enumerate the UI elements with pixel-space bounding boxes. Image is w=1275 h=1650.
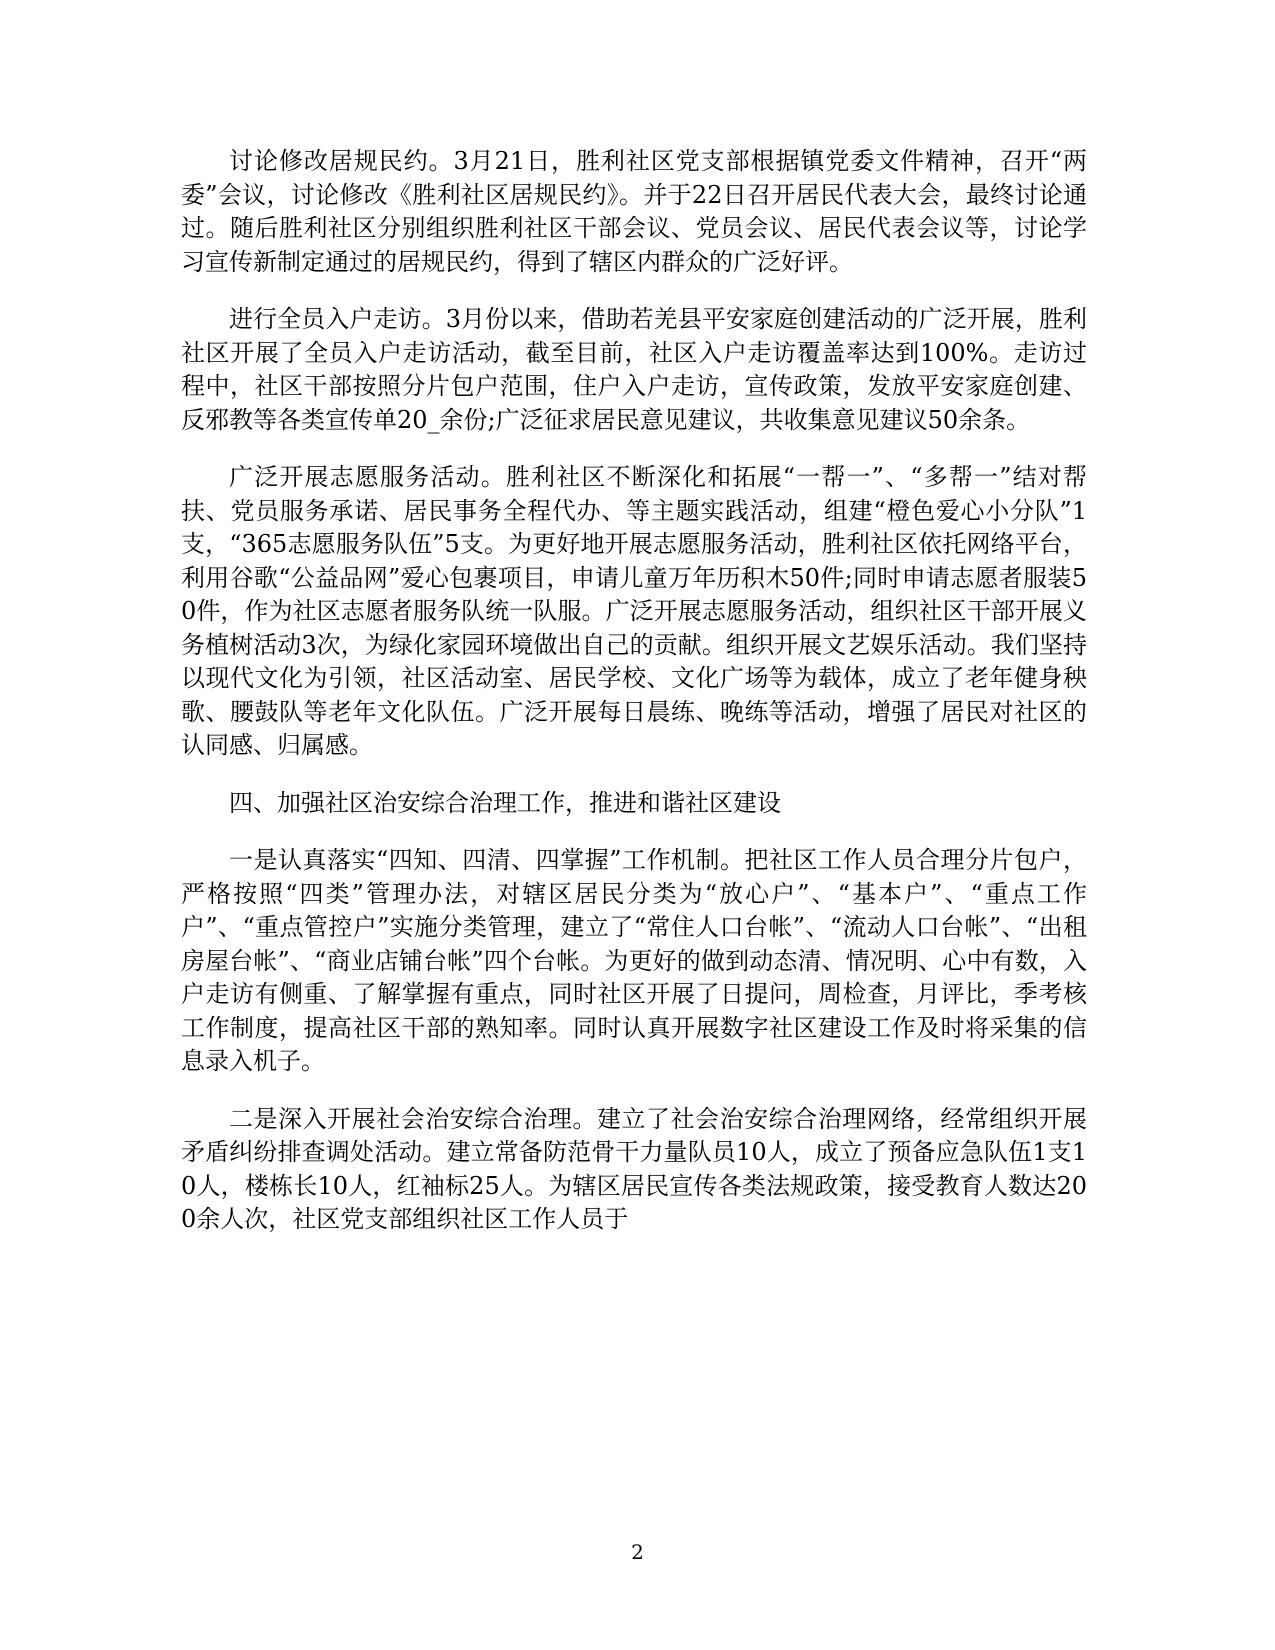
document-body — [181, 145, 1087, 1261]
paragraph-volunteer-services: 广泛开展志愿服务活动。胜利社区不断深化和拓展“一帮一”、“多帮一”结对帮扶、党员服务承诺、居民事务全程代办、等主题实践活动，组建“橙色爱心小分队”1支，“365志愿服务队伍”5支。为更好地开展志愿服务活动，胜利社区依托网络平台，利用谷歌“公益品网”爱心包裹项目，申请儿童万年历积木50件;同时申请志愿者服装50件，作为社区志愿者服务队统一队服。广泛开展志愿服务活动，组织社区干部开展义务植树活动3次，为绿化家园环境做出自己的贡献。组织开展文艺娱乐活动。我们坚持以现代文化为引领，社区活动室、居民学校、文化广场等为载体，成立了老年健身秧歌、腰鼓队等老年文化队伍。广泛开展每日晨练、晚练等活动，增强了居民对社区的认同感、归属感。 — [181, 463, 1087, 759]
paragraph-comprehensive-governance: 二是深入开展社会治安综合治理。建立了社会治安综合治理网络，经常组织开展矛盾纠纷排查调处活动。建立常备防范骨干力量队员10人，成立了预备应急队伍1支10人，楼栋长10人，红袖标25人。为辖区居民宣传各类法规政策，接受教育人数达200余人次，社区党支部组织社区工作人员于 — [181, 1104, 1087, 1233]
section-heading-public-security: 四、加强社区治安综合治理工作，推进和谐社区建设 — [229, 788, 781, 817]
page-number: 2 — [631, 1540, 644, 1564]
paragraph-revise-resident-rules: 讨论修改居规民约。3月21日，胜利社区党支部根据镇党委文件精神，召开“两委”会议，讨论修改《胜利社区居规民约》。并于22日召开居民代表大会，最终讨论通过。随后胜利社区分别组织胜利社区干部会议、党员会议、居民代表会议等，讨论学习宣传新制定通过的居规民约，得到了辖区内群众的广泛好评。 — [181, 147, 1087, 276]
paragraph-household-visits: 进行全员入户走访。3月份以来，借助若羌县平安家庭创建活动的广泛开展，胜利社区开展了全员入户走访活动，截至目前，社区入户走访覆盖率达到100%。走访过程中，社区干部按照分片包户范围，住户入户走访，宣传政策，发放平安家庭创建、反邪教等各类宣传单20_余份;广泛征求居民意见建议，共收集意见建议50余条。 — [181, 305, 1087, 434]
paragraph-four-knows-mechanism: 一是认真落实“四知、四清、四掌握”工作机制。把社区工作人员合理分片包户，严格按照“四类”管理办法，对辖区居民分类为“放心户”、“基本户”、“重点工作户”、“重点管控户”实施分类管理，建立了“常住人口台帐”、“流动人口台帐”、“出租房屋台帐”、“商业店铺台帐”四个台帐。为更好的做到动态清、情况明、心中有数，入户走访有侧重、了解掌握有重点，同时社区开展了日提问，周检查，月评比，季考核工作制度，提高社区干部的熟知率。同时认真开展数字社区建设工作及时将采集的信息录入机子。 — [181, 846, 1087, 1075]
